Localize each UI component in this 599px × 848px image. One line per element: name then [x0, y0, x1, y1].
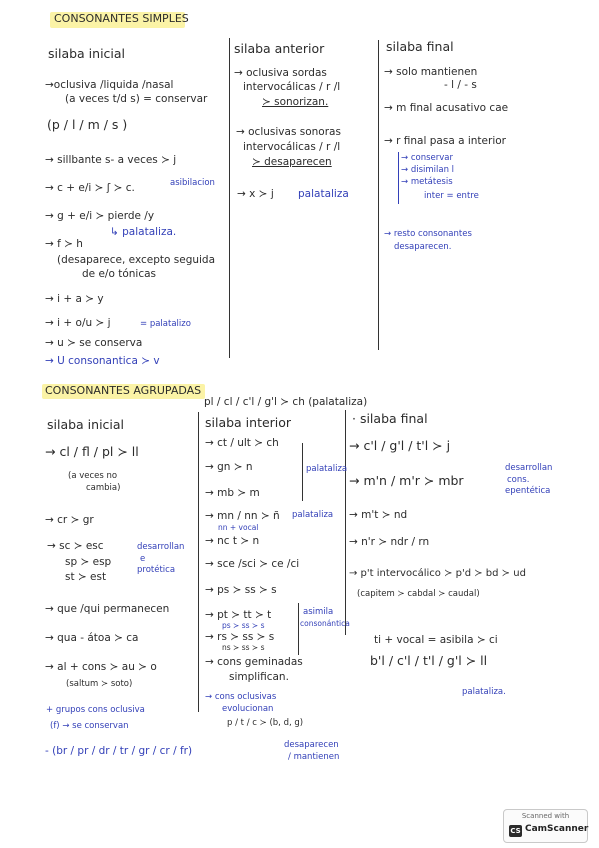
s1-final-heading: silaba final [386, 39, 454, 54]
s1-final-l6: → disimilan l [401, 165, 455, 175]
s2-interior-l10b: consonántica [300, 619, 350, 628]
s1-inicial-l6a: → g + e/i ≻ pierde /y [45, 210, 155, 222]
s2-interior-l8: → pt ≻ tt ≻ t [205, 609, 272, 621]
s1-inicial-l1: →oclusiva /liquida /nasal [45, 79, 174, 91]
section1-title: CONSONANTES SIMPLES [54, 12, 189, 25]
s1-anterior-l7a: → x ≻ j [237, 188, 274, 200]
s1-anterior-l4: → oclusivas sonoras [236, 126, 341, 138]
s1-inicial-l11b: = palatalizo [140, 319, 191, 329]
s1-inicial-l5b: asibilacion [170, 178, 215, 188]
s2-inicial-l6b: e [140, 554, 146, 564]
s2-interior-l9b: asimila [303, 607, 334, 617]
s2-interior-l4b: palataliza [292, 510, 334, 520]
s1-anterior-l1: → oclusiva sordas [234, 67, 327, 79]
s2-interior-l8b: ps ≻ ss ≻ s [222, 621, 265, 630]
s1-inicial-l4: → sillbante s- a veces ≻ j [45, 154, 177, 166]
s1-anterior-l5: intervocálicas / r /l [243, 141, 341, 153]
s1-inicial-l3: (p / l / m / s ) [47, 117, 128, 132]
s1-final-l2: - l / - s [444, 79, 477, 91]
s2-interior-l2b: palataliza [306, 464, 348, 474]
s1-anterior-l7b: palataliza [298, 188, 349, 200]
s2-inicial-l6: sp ≻ esp [65, 556, 112, 568]
s2-inicial-l14: - (br / pr / dr / tr / gr / cr / fr) [45, 745, 193, 757]
s2-final-l2b: desarrollan [505, 463, 553, 473]
s2-inicial-l7b: protética [137, 565, 176, 575]
s2-interior-l10: ns ≻ ss ≻ s [222, 643, 265, 652]
s2-interior-l15: p / t / c ≻ (b, d, g) [227, 718, 304, 728]
section2-divider-right [345, 410, 346, 635]
s2-final-l5: → p't intervocálico ≻ p'd ≻ bd ≻ ud [349, 568, 526, 579]
s2-inicial-l5: → sc ≻ esc [47, 540, 104, 552]
s2-inicial-l2: (a veces no [68, 471, 118, 481]
s2-inicial-l8: → que /qui permanecen [45, 603, 170, 615]
s1-inicial-l11a: → i + o/u ≻ j [45, 317, 111, 329]
s2-inicial-l9: → qua - átoa ≻ ca [45, 632, 139, 644]
s2-final-l2c: cons. [507, 475, 530, 485]
s1-inicial-heading: silaba inicial [48, 46, 126, 61]
s2-final-l9: palataliza. [462, 687, 506, 697]
s2-interior-l14: evolucionan [222, 704, 274, 714]
s2-interior-l13: → cons oclusivas [205, 692, 277, 702]
s2-interior-l12: simplifican. [229, 671, 289, 683]
s2-final-l2d: epentética [505, 486, 551, 496]
s2-interior-l9: → rs ≻ ss ≻ s [205, 631, 275, 643]
s2-final-l4: → n'r ≻ ndr / rn [349, 536, 430, 548]
s1-final-bracket [398, 152, 399, 204]
s2-interior-bracket1 [302, 443, 303, 501]
s2-interior-l4c: nn + vocal [218, 523, 259, 532]
s2-interior-l4: → mn / nn ≻ ñ [205, 510, 280, 522]
s1-inicial-l10: → i + a ≻ y [45, 293, 104, 305]
s1-anterior-l6: ≻ desaparecen [252, 156, 332, 168]
s1-final-l9: → resto consonantes [384, 229, 472, 239]
s2-final-l6: (capitem ≻ cabdal ≻ caudal) [357, 589, 480, 599]
section1-divider-left [229, 38, 230, 358]
section2-title: CONSONANTES AGRUPADAS [45, 384, 202, 397]
s2-inicial-l5b: desarrollan [137, 542, 185, 552]
s2-final-l2: → m'n / m'r ≻ mbr [349, 473, 464, 488]
s2-interior-l11: → cons geminadas [205, 656, 303, 668]
badge-top-text: Scanned with [521, 812, 570, 820]
s1-inicial-l9: de e/o tónicas [82, 268, 157, 280]
s1-final-l7: → metátesis [401, 177, 453, 187]
s1-inicial-l5a: → c + e/i ≻ ʃ ≻ c. [45, 182, 135, 194]
s2-inicial-l4: → cr ≻ gr [45, 514, 94, 526]
s2-inicial-l3: cambia) [86, 483, 121, 493]
s2-final-l1: → c'l / g'l / t'l ≻ j [349, 438, 451, 453]
s1-inicial-l8: (desaparece, excepto seguida [57, 254, 216, 266]
s2-final-l8: b'l / c'l / t'l / g'l ≻ ll [370, 653, 488, 668]
s1-inicial-l7: → f ≻ h [45, 238, 83, 250]
s2-interior-l16: desaparecen [284, 740, 339, 750]
s1-final-l8: inter = entre [424, 191, 479, 201]
s1-final-l5: → conservar [401, 153, 453, 163]
section2-top-note: pl / cl / c'l / g'l ≻ ch (palataliza) [204, 396, 368, 408]
s2-interior-heading: silaba interior [205, 415, 292, 430]
s2-interior-l7: → ps ≻ ss ≻ s [205, 584, 277, 596]
s1-final-l3: → m final acusativo cae [384, 102, 509, 114]
s2-inicial-heading: silaba inicial [47, 417, 125, 432]
s2-final-l3: → m't ≻ nd [349, 509, 408, 521]
s2-final-heading: · silaba final [352, 411, 428, 426]
camscanner-logo-icon: CS [510, 827, 521, 835]
s1-final-l10: desaparecen. [394, 242, 452, 252]
s2-inicial-l10: → al + cons ≻ au ≻ o [45, 661, 157, 673]
section1-divider-right [378, 40, 379, 350]
s2-final-l7: ti + vocal = asibila ≻ ci [374, 634, 498, 646]
badge-name: CamScanner [525, 824, 589, 834]
s1-final-l1: → solo mantienen [384, 66, 478, 78]
s2-inicial-l1: → cl / fl / pl ≻ ll [45, 444, 139, 459]
section2-divider-left [198, 412, 199, 712]
s2-inicial-l12: + grupos cons oclusiva [46, 705, 145, 715]
s2-interior-l5: → nc t ≻ n [205, 535, 260, 547]
s1-inicial-l6b: ↳ palataliza. [110, 226, 177, 238]
s2-interior-l6: → sce /sci ≻ ce /ci [205, 558, 300, 570]
s1-inicial-l13: → U consonantica ≻ v [45, 355, 160, 367]
s2-interior-bracket2 [298, 603, 299, 655]
s2-inicial-l13: (f) → se conservan [50, 721, 129, 731]
camscanner-badge [503, 809, 588, 843]
s1-anterior-heading: silaba anterior [234, 41, 325, 56]
s2-interior-l17: / mantienen [288, 752, 340, 762]
s2-inicial-l7: st ≻ est [65, 571, 107, 583]
s1-final-l4: → r final pasa a interior [384, 135, 506, 147]
s2-interior-l2: → gn ≻ n [205, 461, 253, 473]
s2-interior-l1: → ct / ult ≻ ch [205, 437, 279, 449]
s1-anterior-l2: intervocálicas / r /l [243, 81, 341, 93]
s2-interior-l3: → mb ≻ m [205, 487, 260, 499]
s1-inicial-l2: (a veces t/d s) = conservar [65, 93, 208, 105]
s1-inicial-l12: → u ≻ se conserva [45, 337, 143, 349]
s1-anterior-l3: ≻ sonorizan. [262, 96, 329, 108]
s2-inicial-l11: (saltum ≻ soto) [66, 679, 133, 689]
